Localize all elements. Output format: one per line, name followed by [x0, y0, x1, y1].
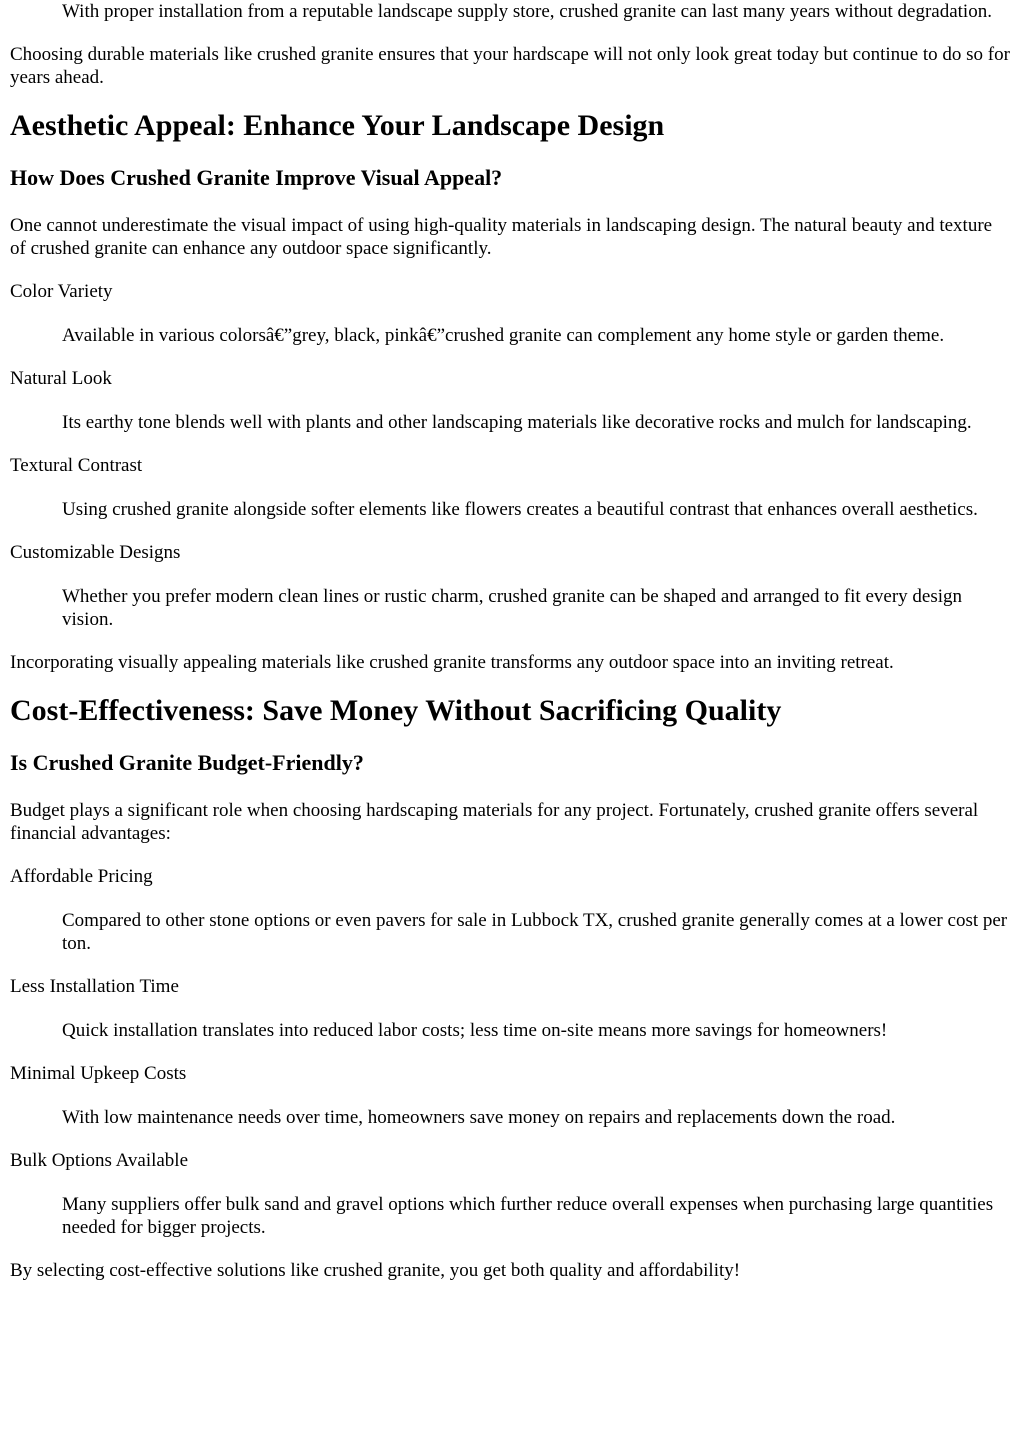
paragraph: By selecting cost-effective solutions like crushed granite, you get both quality and affordability!	[10, 1260, 741, 1281]
definition-desc: Available in various colorsâ€”grey, black, pinkâ€”crushed granite can complement any home style or garden theme.	[62, 325, 945, 346]
definition-term: Natural Look	[10, 368, 112, 389]
subsection-heading: How Does Crushed Granite Improve Visual Appeal?	[10, 165, 503, 190]
definition-term: Textural Contrast	[10, 455, 143, 476]
definition-desc: Using crushed granite alongside softer elements like flowers creates a beautiful contrast that enhances overall aesthetics.	[62, 499, 978, 520]
paragraph: One cannot underestimate the visual impact of using high-quality materials in landscaping design. The natural beauty and texture of crushed granite can enhance any outdoor space significantly.	[10, 215, 993, 259]
definition-desc: With low maintenance needs over time, homeowners save money on repairs and replacements down the road.	[62, 1107, 896, 1128]
definition-term: Bulk Options Available	[10, 1150, 189, 1171]
definition-desc: With proper installation from a reputable landscape supply store, crushed granite can last many years without degradation.	[62, 1, 992, 22]
section-heading: Aesthetic Appeal: Enhance Your Landscape Design	[10, 109, 665, 142]
definition-term: Customizable Designs	[10, 542, 181, 563]
subsection-heading: Is Crushed Granite Budget-Friendly?	[10, 750, 364, 775]
definition-desc: Whether you prefer modern clean lines or rustic charm, crushed granite can be shaped and arranged to fit every design vision.	[62, 586, 963, 630]
definition-desc: Compared to other stone options or even pavers for sale in Lubbock TX, crushed granite generally comes at a lower cost per ton.	[62, 910, 1008, 954]
definition-desc: Many suppliers offer bulk sand and gravel options which further reduce overall expenses when purchasing large quantities needed for bigger projects.	[62, 1194, 994, 1238]
definition-term: Color Variety	[10, 281, 113, 302]
definition-desc: Its earthy tone blends well with plants and other landscaping materials like decorative rocks and mulch for landscaping.	[62, 412, 972, 433]
paragraph: Choosing durable materials like crushed granite ensures that your hardscape will not only look great today but continue to do so for years ahead.	[10, 44, 1010, 88]
definition-term: Minimal Upkeep Costs	[10, 1063, 187, 1084]
definition-desc: Quick installation translates into reduced labor costs; less time on-site means more savings for homeowners!	[62, 1020, 888, 1041]
definition-term: Less Installation Time	[10, 976, 179, 997]
paragraph: Budget plays a significant role when choosing hardscaping materials for any project. Fortunately, crushed granite offers several financial advantages:	[10, 800, 979, 844]
section-heading: Cost-Effectiveness: Save Money Without Sacrificing Quality	[10, 694, 782, 727]
paragraph: Incorporating visually appealing materials like crushed granite transforms any outdoor space into an inviting retreat.	[10, 652, 894, 673]
definition-term: Affordable Pricing	[10, 866, 153, 887]
